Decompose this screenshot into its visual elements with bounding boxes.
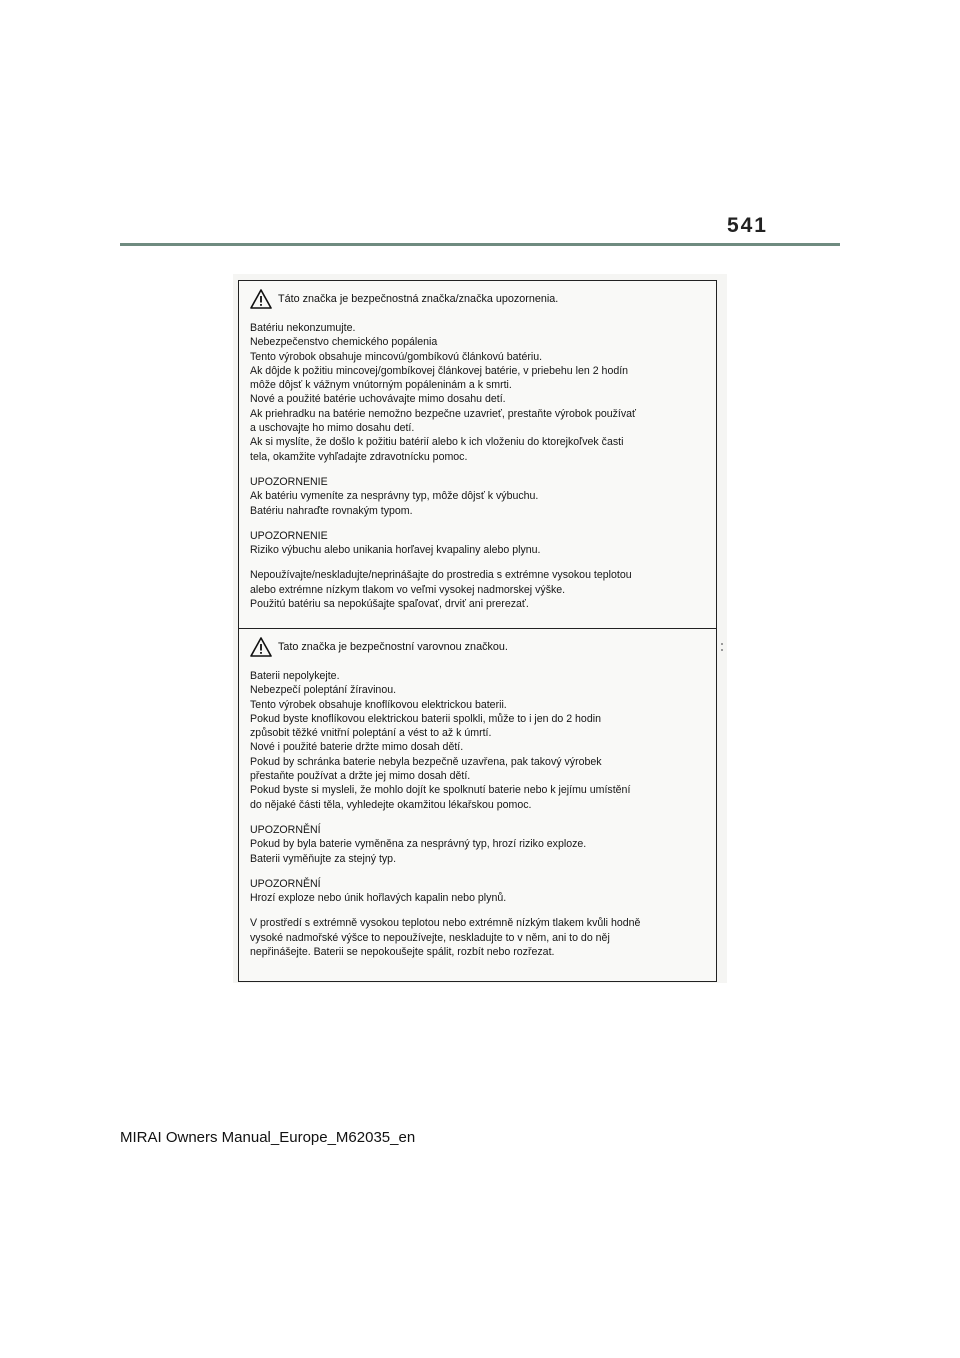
text-line: a uschovajte ho mimo dosahu detí. [250,422,415,435]
slovak-warning-title: Táto značka je bezpečnostná značka/značka upozornenia. [278,292,559,305]
text-line: do nějaké části těla, vyhledejte okamžitou lékařskou pomoc. [250,798,532,811]
caution-heading: UPOZORNENIE [250,475,328,488]
header-rule [120,243,840,246]
text-line: Ak si myslíte, že došlo k požitiu batérií alebo k ich vloženiu do ktorejkoľvek časti [250,436,624,449]
text-line: Nebezpečí poleptání žíravinou. [250,684,397,697]
page-number: 541 [726,214,768,237]
czech-warning-header [250,637,706,657]
text-line: Ak priehradku na batérie nemožno bezpečne uzavrieť, prestaňte výrobok používať [250,407,637,420]
czech-caution-explosion [250,877,706,906]
slovak-caution-explosion [250,529,706,558]
text-line: přestaňte používat a držte jej mimo dosah dětí. [250,770,471,783]
text-line: Nové a použité batérie uchovávajte mimo dosahu detí. [250,393,506,406]
text-line: Nebezpečenstvo chemického popálenia [250,336,438,349]
slovak-warning-box [238,280,717,629]
text-line: Použitú batériu sa nepokúšajte spaľovať, drviť ani prerezať. [250,598,529,611]
text-line: Pokud by schránka baterie nebyla bezpečně uzavřena, pak takový výrobek [250,755,602,768]
text-line: Nepoužívajte/neskladujte/neprinášajte do prostredia s extrémne vysokou teplotou [250,569,632,582]
czech-caution-replacement [250,823,706,866]
scan-speck [721,649,723,651]
text-line: Ak batériu vymeníte za nesprávny typ, môže dôjsť k výbuchu. [250,490,539,503]
text-line: Nové i použité baterie držte mimo dosah dětí. [250,741,464,754]
text-line: Riziko výbuchu alebo unikania horľavej kvapaliny alebo plynu. [250,544,541,557]
text-line: Ak dôjde k požitiu mincovej/gombíkovej článkovej batérie, v priebehu len 2 hodín [250,364,629,377]
warning-triangle-icon [250,637,272,657]
text-line: Tento výrobok obsahuje mincovú/gombíkovú článkovú batériu. [250,350,543,363]
slovak-caution-replacement [250,475,706,518]
czech-environment-block [250,916,706,959]
text-line: způsobit těžké vnitřní poleptání a vést to až k úmrtí. [250,727,492,740]
text-line: alebo extrémne nízkym tlakom vo veľmi vysokej nadmorskej výške. [250,583,566,596]
caution-heading: UPOZORNENIE [250,529,328,542]
text-line: vysoké nadmořské výšce to nepoužívejte, neskladujte to v něm, ani to do něj [250,931,610,944]
caution-heading: UPOZORNĚNÍ [250,877,321,890]
text-line: Batériu nahraďte rovnakým typom. [250,504,413,517]
text-line: môže dôjsť k vážnym vnútorným popáleninám a k smrti. [250,379,512,392]
text-line: Pokud byste knoflíkovou elektrickou baterii spolkli, může to i jen do 2 hodin [250,712,601,725]
caution-heading: UPOZORNĚNÍ [250,823,321,836]
czech-warning-title: Tato značka je bezpečnostní varovnou značkou. [278,640,508,653]
text-line: V prostředí s extrémně vysokou teplotou nebo extrémně nízkým tlakem kvůli hodně [250,917,641,930]
text-line: Hrozí exploze nebo únik hořlavých kapalin nebo plynů. [250,892,507,905]
slovak-ingestion-block [250,321,706,464]
manual-footer: MIRAI Owners Manual_Europe_M62035_en [120,1129,416,1146]
slovak-warning-header [250,289,706,309]
text-line: Batériu nekonzumujte. [250,322,356,334]
text-line: Pokud byste si mysleli, že mohlo dojít ke spolknutí baterie nebo k jejímu umístění [250,784,631,797]
text-line: Tento výrobek obsahuje knoflíkovou elektrickou baterii. [250,698,507,711]
czech-warning-box [238,628,717,982]
slovak-environment-block [250,568,706,611]
warning-triangle-icon [250,289,272,309]
text-line: tela, okamžite vyhľadajte zdravotnícku pomoc. [250,450,468,463]
text-line: Pokud by byla baterie vyměněna za nesprávný typ, hrozí riziko exploze. [250,838,587,851]
czech-ingestion-block [250,669,706,812]
scan-speck [721,643,723,645]
text-line: nepřinášejte. Baterii se nepokoušejte spálit, rozbít nebo rozřezat. [250,946,555,959]
text-line: Baterii vyměňujte za stejný typ. [250,852,397,865]
text-line: Baterii nepolykejte. [250,670,340,682]
